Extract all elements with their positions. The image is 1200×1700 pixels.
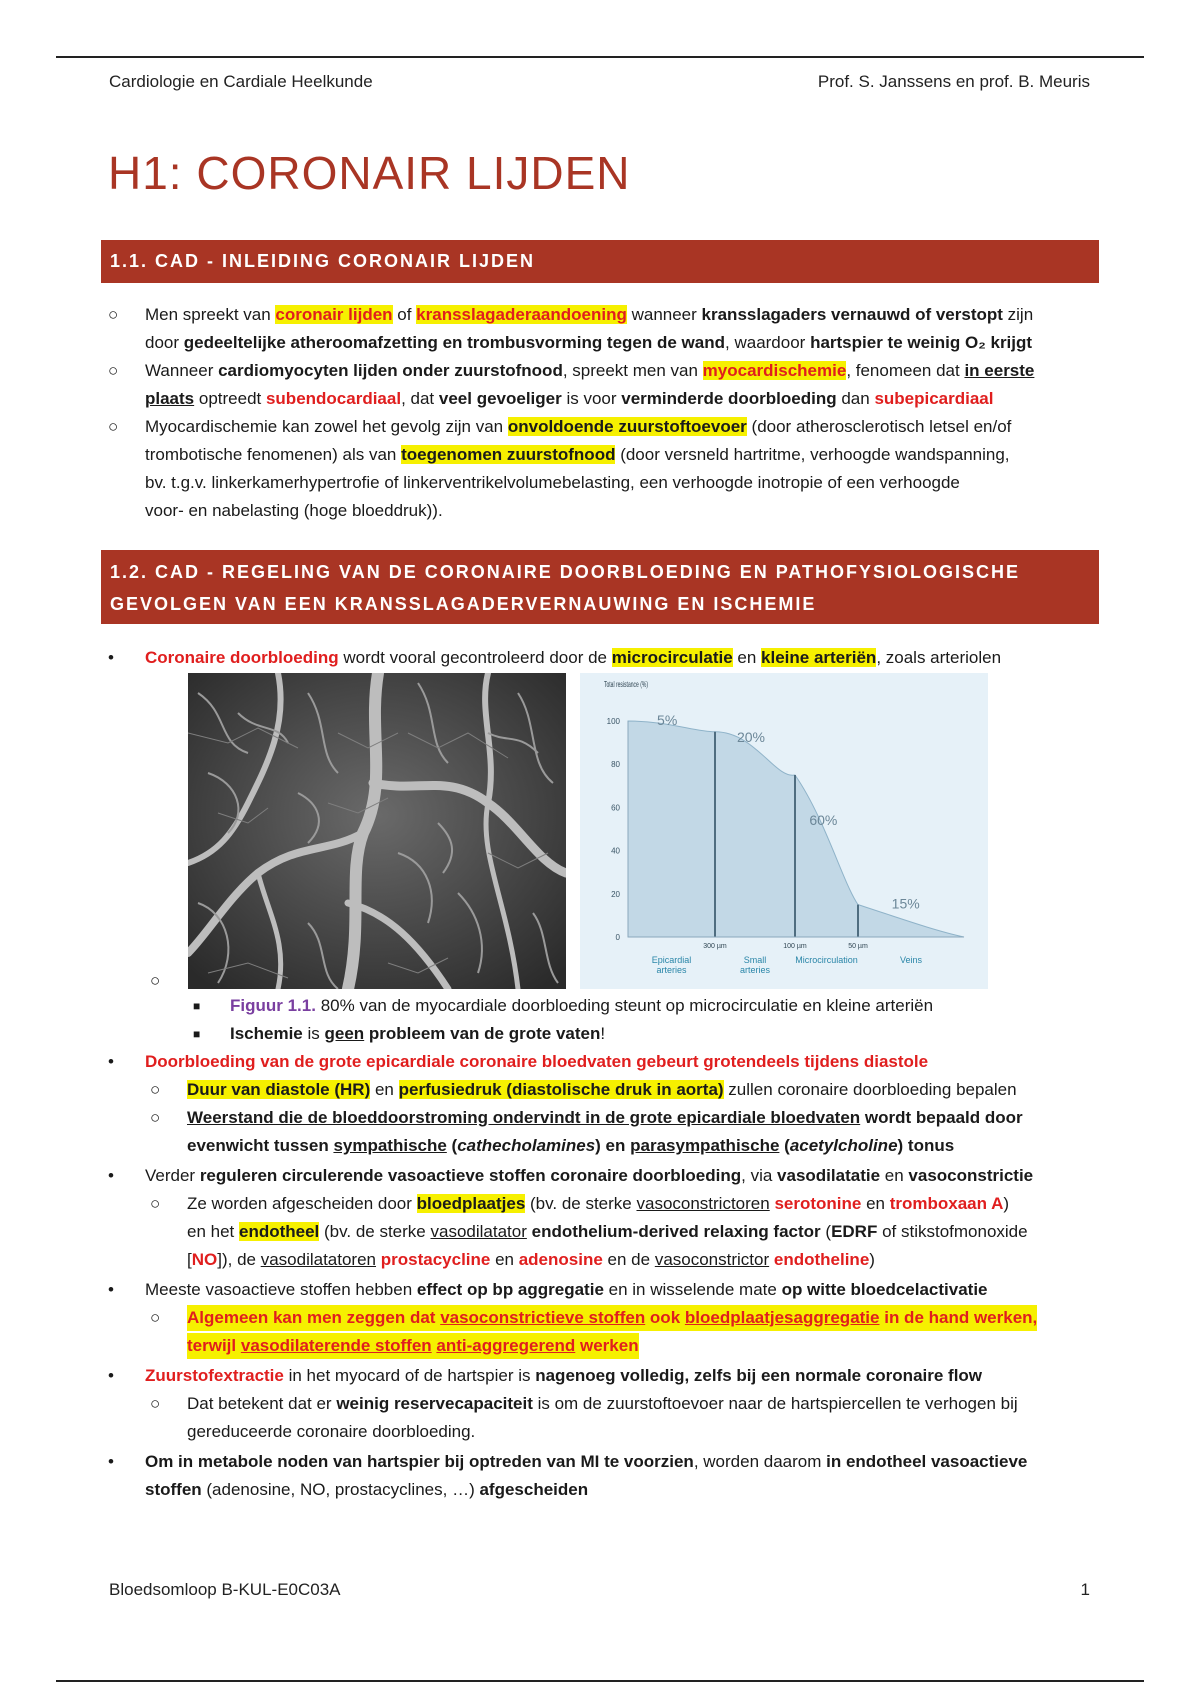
text-run: door: [145, 333, 184, 352]
underline-term: anti-aggregerend: [436, 1336, 576, 1355]
text-line: [187, 1077, 1017, 1103]
bullet-circle: ○: [150, 1080, 161, 1099]
text-run: , dat: [401, 389, 439, 408]
category-label: Veins: [899, 955, 923, 965]
text-run: in het myocard of de hartspier is: [283, 1366, 536, 1385]
red-term: prostacycline: [380, 1250, 491, 1269]
y-tick-label: 20: [611, 889, 620, 899]
text-run: is voor: [561, 389, 622, 408]
text-run: , waardoor: [725, 333, 811, 352]
text-run: [: [187, 1250, 192, 1269]
text-run: (bv. de sterke: [319, 1222, 431, 1241]
bold-term: op witte bloedcelactivatie: [781, 1280, 988, 1299]
italic-term: acetylcholine: [789, 1136, 898, 1155]
text-run: ) tonus: [897, 1136, 955, 1155]
segment-value-label: 15%: [891, 895, 920, 912]
bullet-circle: ○: [150, 1108, 161, 1127]
header-course: Cardiologie en Cardiale Heelkunde: [109, 72, 373, 91]
text-run: Myocardischemie kan zowel het gevolg zijn van: [145, 417, 508, 436]
bullet-disc: •: [108, 1166, 114, 1185]
highlight-term: endotheel: [239, 1222, 320, 1241]
text-run: wanneer: [626, 305, 702, 324]
text-run: ): [1003, 1194, 1010, 1213]
text-run: in de hand werken,: [879, 1308, 1038, 1327]
text-run: ook: [645, 1308, 685, 1327]
bullet-circle: ○: [108, 305, 119, 324]
text-run: Ze worden afgescheiden door: [187, 1194, 417, 1213]
y-tick-label: 0: [615, 933, 620, 942]
text-run: en: [732, 648, 762, 667]
text-run: (: [820, 1222, 832, 1241]
highlight-term: myocardischemie: [702, 361, 847, 380]
x-boundary-label: 50 µm: [848, 943, 868, 950]
text-line: [145, 1449, 1027, 1475]
text-line: [187, 1133, 954, 1159]
bullet-circle: ○: [150, 1394, 161, 1413]
red-term: subendocardiaal: [265, 389, 402, 408]
bottom-rule: [56, 1680, 1144, 1682]
header-professors: Prof. S. Janssens en prof. B. Meuris: [817, 72, 1090, 91]
bold-term: Om in metabole noden van hartspier bij optreden van MI te voorzien: [145, 1452, 694, 1471]
text-line: [230, 993, 933, 1019]
text-line: [145, 1277, 988, 1303]
resistance-chart: [580, 673, 988, 989]
bullet-square: ■: [193, 999, 201, 1013]
text-run: terwijl: [187, 1336, 241, 1355]
text-line: [145, 1363, 982, 1389]
bullet-circle: ○: [108, 417, 119, 436]
text-line: [145, 1477, 588, 1503]
underline-term: vasodilaterende stoffen: [240, 1336, 432, 1355]
segment-value-label: 5%: [657, 712, 678, 728]
underline-term: vasoconstrictieve stoffen: [440, 1308, 646, 1327]
text-line: [145, 330, 1032, 356]
text-run: of stikstofmonoxide: [877, 1222, 1028, 1241]
bold-term: veel gevoeliger: [438, 389, 562, 408]
text-line: [145, 302, 1033, 328]
category-label: Epicardial arteries: [651, 955, 692, 975]
footer-course-code: Bloedsomloop B-KUL-E0C03A: [109, 1580, 341, 1599]
text-run: of: [392, 305, 417, 324]
bullet-square: ■: [193, 1027, 201, 1041]
x-boundary-label: 100 µm: [783, 943, 807, 950]
text-run: 80% van de myocardiale doorbloeding steunt op microcirculatie en kleine arteriën: [315, 996, 934, 1015]
highlight-term: microcirculatie: [611, 648, 733, 667]
bold-underline-term: geen: [324, 1024, 365, 1043]
page-title: H1: CORONAIR LIJDEN: [108, 147, 631, 199]
text-line: [187, 1333, 639, 1359]
highlight-term: onvoldoende zuurstoftoevoer: [507, 417, 747, 436]
text-run: (adenosine, NO, prostacyclines, …): [201, 1480, 480, 1499]
highlight-term: kransslagaderaandoening: [416, 305, 627, 324]
highlight-term: kleine arteriën: [761, 648, 877, 667]
bold-term: afgescheiden: [479, 1480, 589, 1499]
text-run: en in wisselende mate: [603, 1280, 782, 1299]
highlight-term: toegenomen zuurstofnood: [401, 445, 616, 464]
bold-term: vasodilatatie: [777, 1166, 881, 1185]
bullet-disc: •: [108, 1280, 114, 1299]
red-term: tromboxaan A: [889, 1194, 1004, 1213]
text-run: Algemeen kan men zeggen dat: [187, 1308, 441, 1327]
bold-underline-term: Weerstand die de bloeddoorstroming ondervindt in de grote epicardiale bloedvaten: [187, 1108, 861, 1127]
text-line: [187, 1391, 1018, 1417]
bold-term: probleem van de grote vaten: [364, 1024, 601, 1043]
text-run: (: [446, 1136, 458, 1155]
category-label: Microcirculation: [795, 955, 858, 965]
bold-term: Ischemie: [230, 1024, 303, 1043]
text-run: ]), de: [217, 1250, 261, 1269]
italic-term: cathecholamines: [457, 1136, 596, 1155]
bullet-circle: ○: [150, 1308, 161, 1327]
text-run: is: [302, 1024, 325, 1043]
underline-term: sympathische: [333, 1136, 447, 1155]
text-run: dan: [836, 389, 875, 408]
text-run: Dat betekent dat er: [187, 1394, 337, 1413]
page-number: 1: [1080, 1580, 1090, 1599]
bold-term: wordt bepaald door: [860, 1108, 1023, 1127]
bold-term: reguleren circulerende vasoactieve stoffen coronaire doorbloeding: [199, 1166, 742, 1185]
text-line: [187, 1305, 1037, 1331]
text-line: [145, 1163, 1033, 1189]
text-run: , via: [741, 1166, 778, 1185]
text-run: en de: [602, 1250, 655, 1269]
text-line: [187, 1105, 1023, 1131]
bold-term: vasoconstrictie: [908, 1166, 1034, 1185]
text-run: en: [880, 1166, 909, 1185]
text-line: [187, 1191, 1009, 1217]
microvasculature-micrograph: [188, 673, 566, 989]
text-run: en het: [187, 1222, 239, 1241]
bullet-disc: •: [108, 1366, 114, 1385]
red-term: NO: [191, 1250, 218, 1269]
bold-term: EDRF: [831, 1222, 878, 1241]
red-term: Zuurstofextractie: [145, 1366, 284, 1385]
underline-term: parasympathische: [630, 1136, 780, 1155]
text-run: en: [861, 1194, 890, 1213]
highlight-term: perfusiedruk (diastolische druk in aorta): [398, 1080, 724, 1099]
text-line: [230, 1021, 605, 1047]
section-heading-1-1: 1.1. CAD - INLEIDING CORONAIR LIJDEN: [101, 240, 1099, 283]
underline-term: vasoconstrictoren: [636, 1194, 770, 1213]
text-line: voor- en nabelasting (hoge bloeddruk)).: [145, 501, 443, 520]
segment-value-label: 60%: [809, 812, 838, 828]
bold-term: nagenoeg volledig, zelfs bij een normale coronaire flow: [535, 1366, 983, 1385]
text-run: (bv. de sterke: [525, 1194, 637, 1213]
segment-value-label: 20%: [736, 728, 766, 745]
bold-term: stoffen: [145, 1480, 202, 1499]
text-line: gereduceerde coronaire doorbloeding.: [187, 1422, 476, 1441]
bullet-circle: ○: [150, 971, 161, 990]
text-run: werken: [575, 1336, 639, 1355]
text-run: trombotische fenomenen) als van: [145, 445, 402, 464]
underline-term: vasodilatator: [430, 1222, 527, 1241]
text-run: evenwicht tussen: [187, 1136, 334, 1155]
text-run: Men spreekt van: [145, 305, 276, 324]
red-term: adenosine: [518, 1250, 603, 1269]
y-tick-label: 100: [606, 717, 620, 726]
bold-term: weinig reservecapaciteit: [336, 1394, 533, 1413]
text-run: (door atherosclerotisch letsel en/of: [746, 417, 1012, 436]
red-term: subepicardiaal: [874, 389, 994, 408]
text-run: ) en: [595, 1136, 631, 1155]
red-term: serotonine: [774, 1194, 862, 1213]
y-tick-label: 60: [611, 803, 620, 813]
bold-term: hartspier te weinig O₂ krijgt: [810, 333, 1033, 352]
text-line: [145, 386, 994, 412]
bold-term: cardiomyocyten lijden onder zuurstofnood: [218, 361, 563, 380]
text-run: , spreekt men van: [562, 361, 703, 380]
bullet-circle: ○: [150, 1194, 161, 1213]
text-run: ): [869, 1250, 875, 1269]
y-tick-label: 80: [611, 760, 620, 770]
text-run: , worden daarom: [693, 1452, 827, 1471]
underline-term: vasodilatatoren: [260, 1250, 377, 1269]
red-term: endotheline: [773, 1250, 870, 1269]
bold-term: gedeeltelijke atheroomafzetting en trombusvorming tegen de wand: [183, 333, 726, 352]
text-run: (door versneld hartritme, verhoogde wandspanning,: [615, 445, 1010, 464]
x-boundary-label: 300 µm: [703, 943, 727, 950]
bold-underline-term: plaats: [145, 389, 195, 408]
text-run: en: [370, 1080, 399, 1099]
text-line: [187, 1219, 1028, 1245]
section-heading-1-2: [101, 550, 1099, 624]
text-run: !: [600, 1024, 606, 1043]
figure-label: Figuur 1.1.: [230, 996, 316, 1015]
text-run: zullen coronaire doorbloeding bepalen: [723, 1080, 1017, 1099]
text-line: [187, 1247, 875, 1273]
bold-term: endothelium-derived relaxing factor: [531, 1222, 821, 1241]
text-line: [145, 645, 1001, 671]
text-run: , fenomeen dat: [846, 361, 965, 380]
text-run: Verder: [145, 1166, 200, 1185]
bold-underline-term: in eerste: [964, 361, 1035, 380]
highlight-term: coronair lijden: [275, 305, 393, 324]
bullet-disc: •: [108, 1052, 114, 1071]
text-line: [145, 414, 1011, 440]
text-run: Wanneer: [145, 361, 219, 380]
highlight-term: bloedplaatjes: [416, 1194, 526, 1213]
bold-term: kransslagaders vernauwd of verstopt: [701, 305, 1003, 324]
text-line: Doorbloeding van de grote epicardiale coronaire bloedvaten gebeurt grotendeels tijdens diastole: [145, 1052, 929, 1071]
text-run: Meeste vasoactieve stoffen hebben: [145, 1280, 417, 1299]
y-axis-label: Total resistance (%): [604, 680, 649, 689]
category-label: Small arteries: [739, 955, 771, 975]
text-run: (: [779, 1136, 790, 1155]
highlight-term: Duur van diastole (HR): [187, 1080, 371, 1099]
text-run: optreedt: [194, 389, 266, 408]
text-line: bv. t.g.v. linkerkamerhypertrofie of linkerventrikelvolumebelasting, een verhoogde inotropie of een verhoogde: [145, 473, 960, 492]
bullet-disc: •: [108, 648, 114, 667]
top-rule: [56, 56, 1144, 58]
text-line: [145, 442, 1010, 468]
underline-term: vasoconstrictor: [654, 1250, 770, 1269]
y-tick-label: 40: [611, 846, 620, 856]
heading-line: GEVOLGEN VAN EEN KRANSSLAGADERVERNAUWING EN ISCHEMIE: [110, 594, 817, 614]
bullet-circle: ○: [108, 361, 119, 380]
red-term: Coronaire doorbloeding: [145, 648, 339, 667]
text-run: wordt vooral gecontroleerd door de: [338, 648, 612, 667]
text-run: zijn: [1002, 305, 1034, 324]
text-run: , zoals arteriolen: [876, 648, 1002, 667]
bold-term: verminderde doorbloeding: [621, 389, 837, 408]
text-run: is om de zuurstoftoevoer naar de hartspiercellen te verhogen bij: [532, 1394, 1018, 1413]
bold-term: in endotheel vasoactieve: [826, 1452, 1028, 1471]
bullet-disc: •: [108, 1452, 114, 1471]
text-run: en: [490, 1250, 519, 1269]
heading-line: 1.2. CAD - REGELING VAN DE CORONAIRE DOORBLOEDING EN PATHOFYSIOLOGISCHE: [110, 562, 1021, 582]
text-line: [145, 358, 1034, 384]
bold-term: effect op bp aggregatie: [416, 1280, 604, 1299]
underline-term: bloedplaatjesaggregatie: [684, 1308, 880, 1327]
